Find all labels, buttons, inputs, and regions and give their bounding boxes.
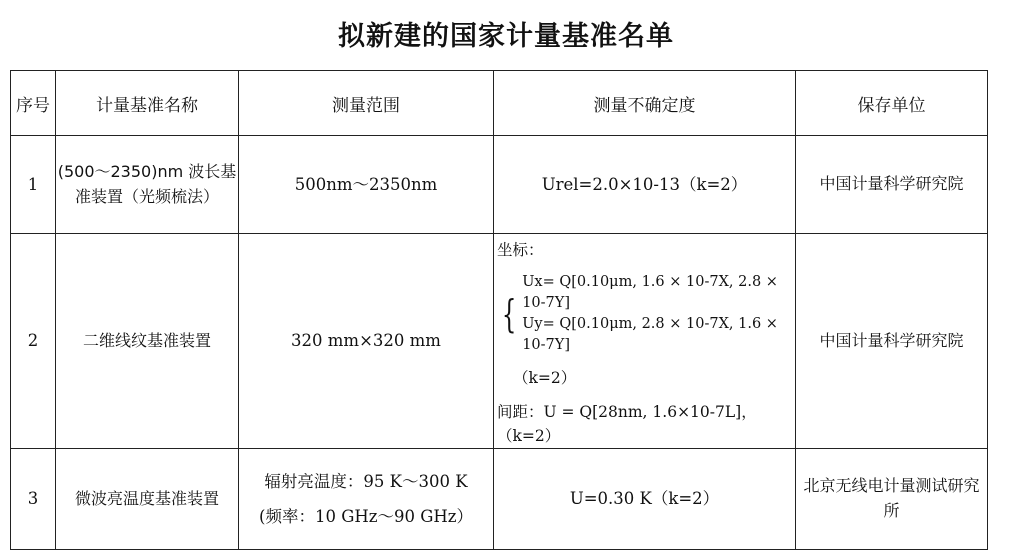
brace-symbol: { bbox=[501, 292, 517, 337]
ux-equation: Ux= Q[0.10μm, 1.6 × 10-7X, 2.8 × 10-7Y] bbox=[522, 274, 778, 312]
coverage-factor: （k=2） bbox=[513, 369, 577, 388]
table-row bbox=[11, 234, 988, 449]
document-title: 拟新建的国家计量基准名单 bbox=[338, 21, 674, 52]
range-line-1: 辐射亮温度：95 K～300 K bbox=[264, 471, 468, 491]
coordinate-equations bbox=[497, 272, 795, 356]
row-name: 二维线纹基准装置 bbox=[56, 234, 239, 449]
row-range: 320 mm×320 mm bbox=[239, 234, 494, 449]
row-uncertainty bbox=[494, 234, 796, 449]
row-unit: 中国计量科学研究院 bbox=[796, 136, 988, 234]
row-no: 1 bbox=[11, 136, 56, 234]
table-row bbox=[11, 449, 988, 550]
table-row bbox=[11, 136, 988, 234]
row-no: 2 bbox=[11, 234, 56, 449]
header-range: 测量范围 bbox=[239, 71, 494, 136]
header-uncertainty: 测量不确定度 bbox=[494, 71, 796, 136]
header-unit: 保存单位 bbox=[796, 71, 988, 136]
header-name: 计量基准名称 bbox=[56, 71, 239, 136]
range-line-2: (频率：10 GHz～90 GHz） bbox=[259, 507, 473, 527]
spacing-equation: 间距：U = Q[28nm, 1.6×10-7L]，（k=2） bbox=[497, 403, 757, 446]
row-name: 微波亮温度基准装置 bbox=[56, 449, 239, 550]
coordinate-label: 坐标： bbox=[497, 241, 544, 259]
row-no: 3 bbox=[11, 449, 56, 550]
standards-table bbox=[10, 70, 988, 550]
row-uncertainty: U=0.30 K（k=2） bbox=[494, 449, 796, 550]
row-name: (500～2350)nm 波长基准装置（光频梳法） bbox=[56, 136, 239, 234]
row-unit: 北京无线电计量测试研究所 bbox=[796, 449, 988, 550]
row-range: 500nm～2350nm bbox=[239, 136, 494, 234]
row-uncertainty: Urel=2.0×10-13（k=2） bbox=[494, 136, 796, 234]
uy-equation: Uy= Q[0.10μm, 2.8 × 10-7X, 1.6 × 10-7Y] bbox=[522, 316, 778, 354]
row-unit: 中国计量科学研究院 bbox=[796, 234, 988, 449]
table-header-row bbox=[11, 71, 988, 136]
row-range bbox=[239, 449, 494, 550]
header-no: 序号 bbox=[11, 71, 56, 136]
